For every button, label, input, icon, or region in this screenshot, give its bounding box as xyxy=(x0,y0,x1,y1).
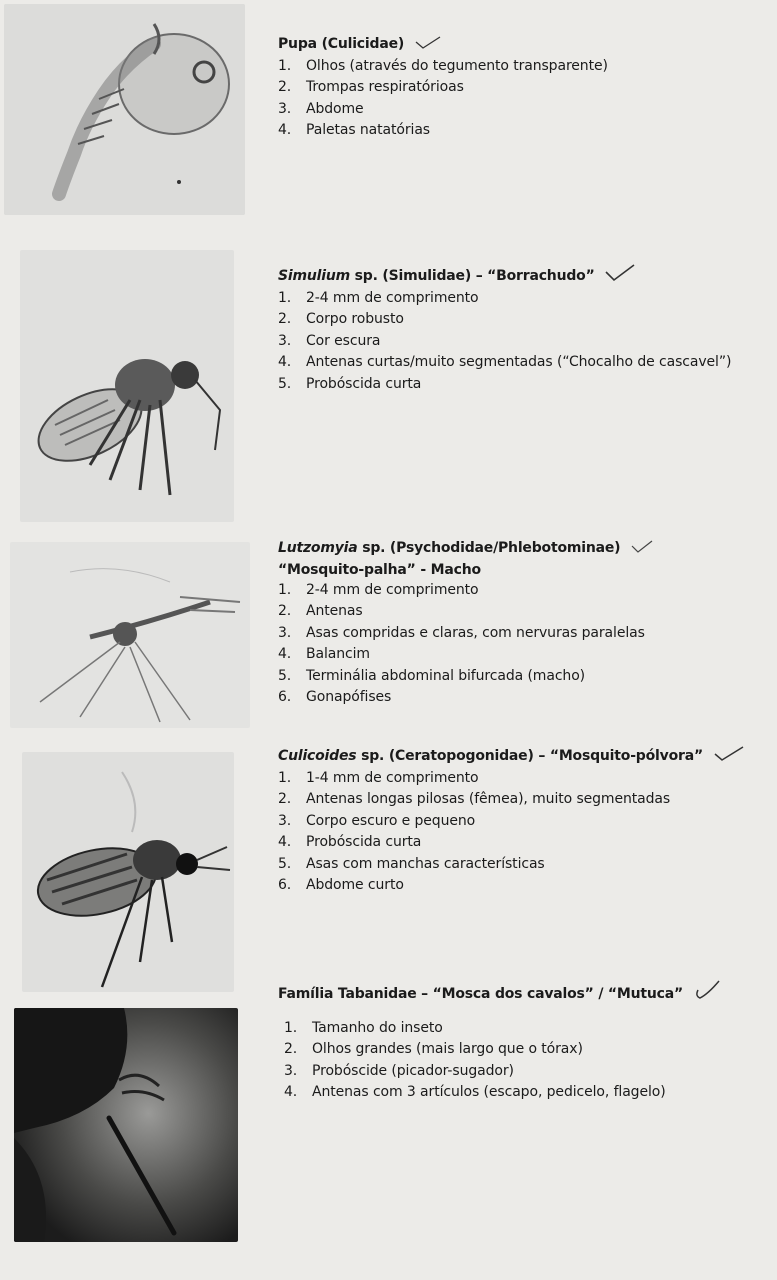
section-title xyxy=(278,264,758,288)
section-lutzomyia xyxy=(278,538,758,708)
section-tabanidae xyxy=(278,980,758,1104)
list-item: 4. Balancim xyxy=(278,646,370,663)
title-text: Família Tabanidae – “Mosca dos cavalos” / “Mutuca” xyxy=(278,986,684,1002)
list-item: 1. Olhos (através do tegumento transparente) xyxy=(278,58,608,74)
feature-list xyxy=(278,288,758,395)
title-text: sp. (Ceratopogonidae) – “Mosquito-pólvora” xyxy=(356,748,703,764)
simulium-photo xyxy=(20,250,234,522)
section-title xyxy=(278,538,758,560)
section-title xyxy=(278,34,758,56)
lutzomyia-illustration xyxy=(10,542,250,728)
list-item: 6. Abdome curto xyxy=(278,877,404,894)
list-item: 2. Trompas respiratórioas xyxy=(278,79,464,96)
list-item: 2. Olhos grandes (mais largo que o tórax) xyxy=(284,1041,583,1058)
check-mark-icon xyxy=(631,540,653,560)
feature-list xyxy=(278,56,758,142)
list-item: 3. Corpo escuro e pequeno xyxy=(278,812,476,829)
list-item: 5. Probóscida curta xyxy=(278,375,422,392)
section-subtitle: “Mosquito-palha” - Macho xyxy=(278,562,481,578)
section-simulium xyxy=(278,264,758,395)
culicoides-illustration xyxy=(22,752,234,992)
list-item: 2. Antenas xyxy=(278,603,363,620)
list-item: 1. 2-4 mm de comprimento xyxy=(278,582,479,598)
list-item: 5. Asas com manchas características xyxy=(278,855,545,872)
list-item: 6. Gonapófises xyxy=(278,689,392,706)
check-mark-icon xyxy=(605,264,635,288)
list-item: 1. 1-4 mm de comprimento xyxy=(278,770,479,786)
simulium-illustration xyxy=(20,250,234,522)
list-item: 2. Corpo robusto xyxy=(278,311,404,328)
pupa-photo xyxy=(4,4,245,215)
check-mark-icon xyxy=(714,746,744,768)
list-item: 4. Antenas curtas/muito segmentadas (“Chocalho de cascavel”) xyxy=(278,354,732,371)
list-item: 2. Antenas longas pilosas (fêmea), muito segmentadas xyxy=(278,791,671,808)
section-title xyxy=(278,746,758,768)
title-genus: Lutzomyia xyxy=(278,540,358,556)
tabanidae-illustration xyxy=(14,1008,238,1242)
list-item: 4. Antenas com 3 artículos (escapo, pedicelo, flagelo) xyxy=(284,1084,666,1101)
feature-list xyxy=(278,580,758,708)
list-item: 3. Asas compridas e claras, com nervuras paralelas xyxy=(278,624,645,641)
list-item: 3. Abdome xyxy=(278,100,364,117)
tabanidae-photo xyxy=(14,1008,238,1242)
list-item: 4. Probóscida curta xyxy=(278,834,422,851)
list-item: 4. Paletas natatórias xyxy=(278,122,431,139)
list-item: 1. 2-4 mm de comprimento xyxy=(278,290,479,306)
list-item: 3. Cor escura xyxy=(278,332,381,349)
check-mark-icon xyxy=(415,36,441,56)
section-culicoides xyxy=(278,746,758,896)
title-text: sp. (Simulidae) – “Borrachudo” xyxy=(350,268,595,284)
pupa-illustration xyxy=(4,4,245,215)
title-text: sp. (Psychodidae/Phlebotominae) xyxy=(357,540,621,556)
list-item: 1. Tamanho do inseto xyxy=(284,1020,443,1036)
section-title xyxy=(278,980,758,1006)
list-item: 5. Terminália abdominal bifurcada (macho) xyxy=(278,667,586,684)
title-genus: Culicoides xyxy=(278,748,357,764)
section-pupa xyxy=(278,34,758,142)
culicoides-photo xyxy=(22,752,234,992)
feature-list xyxy=(284,1018,758,1104)
lutzomyia-photo xyxy=(10,542,250,728)
title-text: Pupa (Culicidae) xyxy=(278,36,405,52)
check-mark-icon xyxy=(694,980,720,1006)
list-item: 3. Probóscide (picador-sugador) xyxy=(284,1062,514,1079)
feature-list xyxy=(278,768,758,896)
title-genus: Simulium xyxy=(278,268,350,284)
